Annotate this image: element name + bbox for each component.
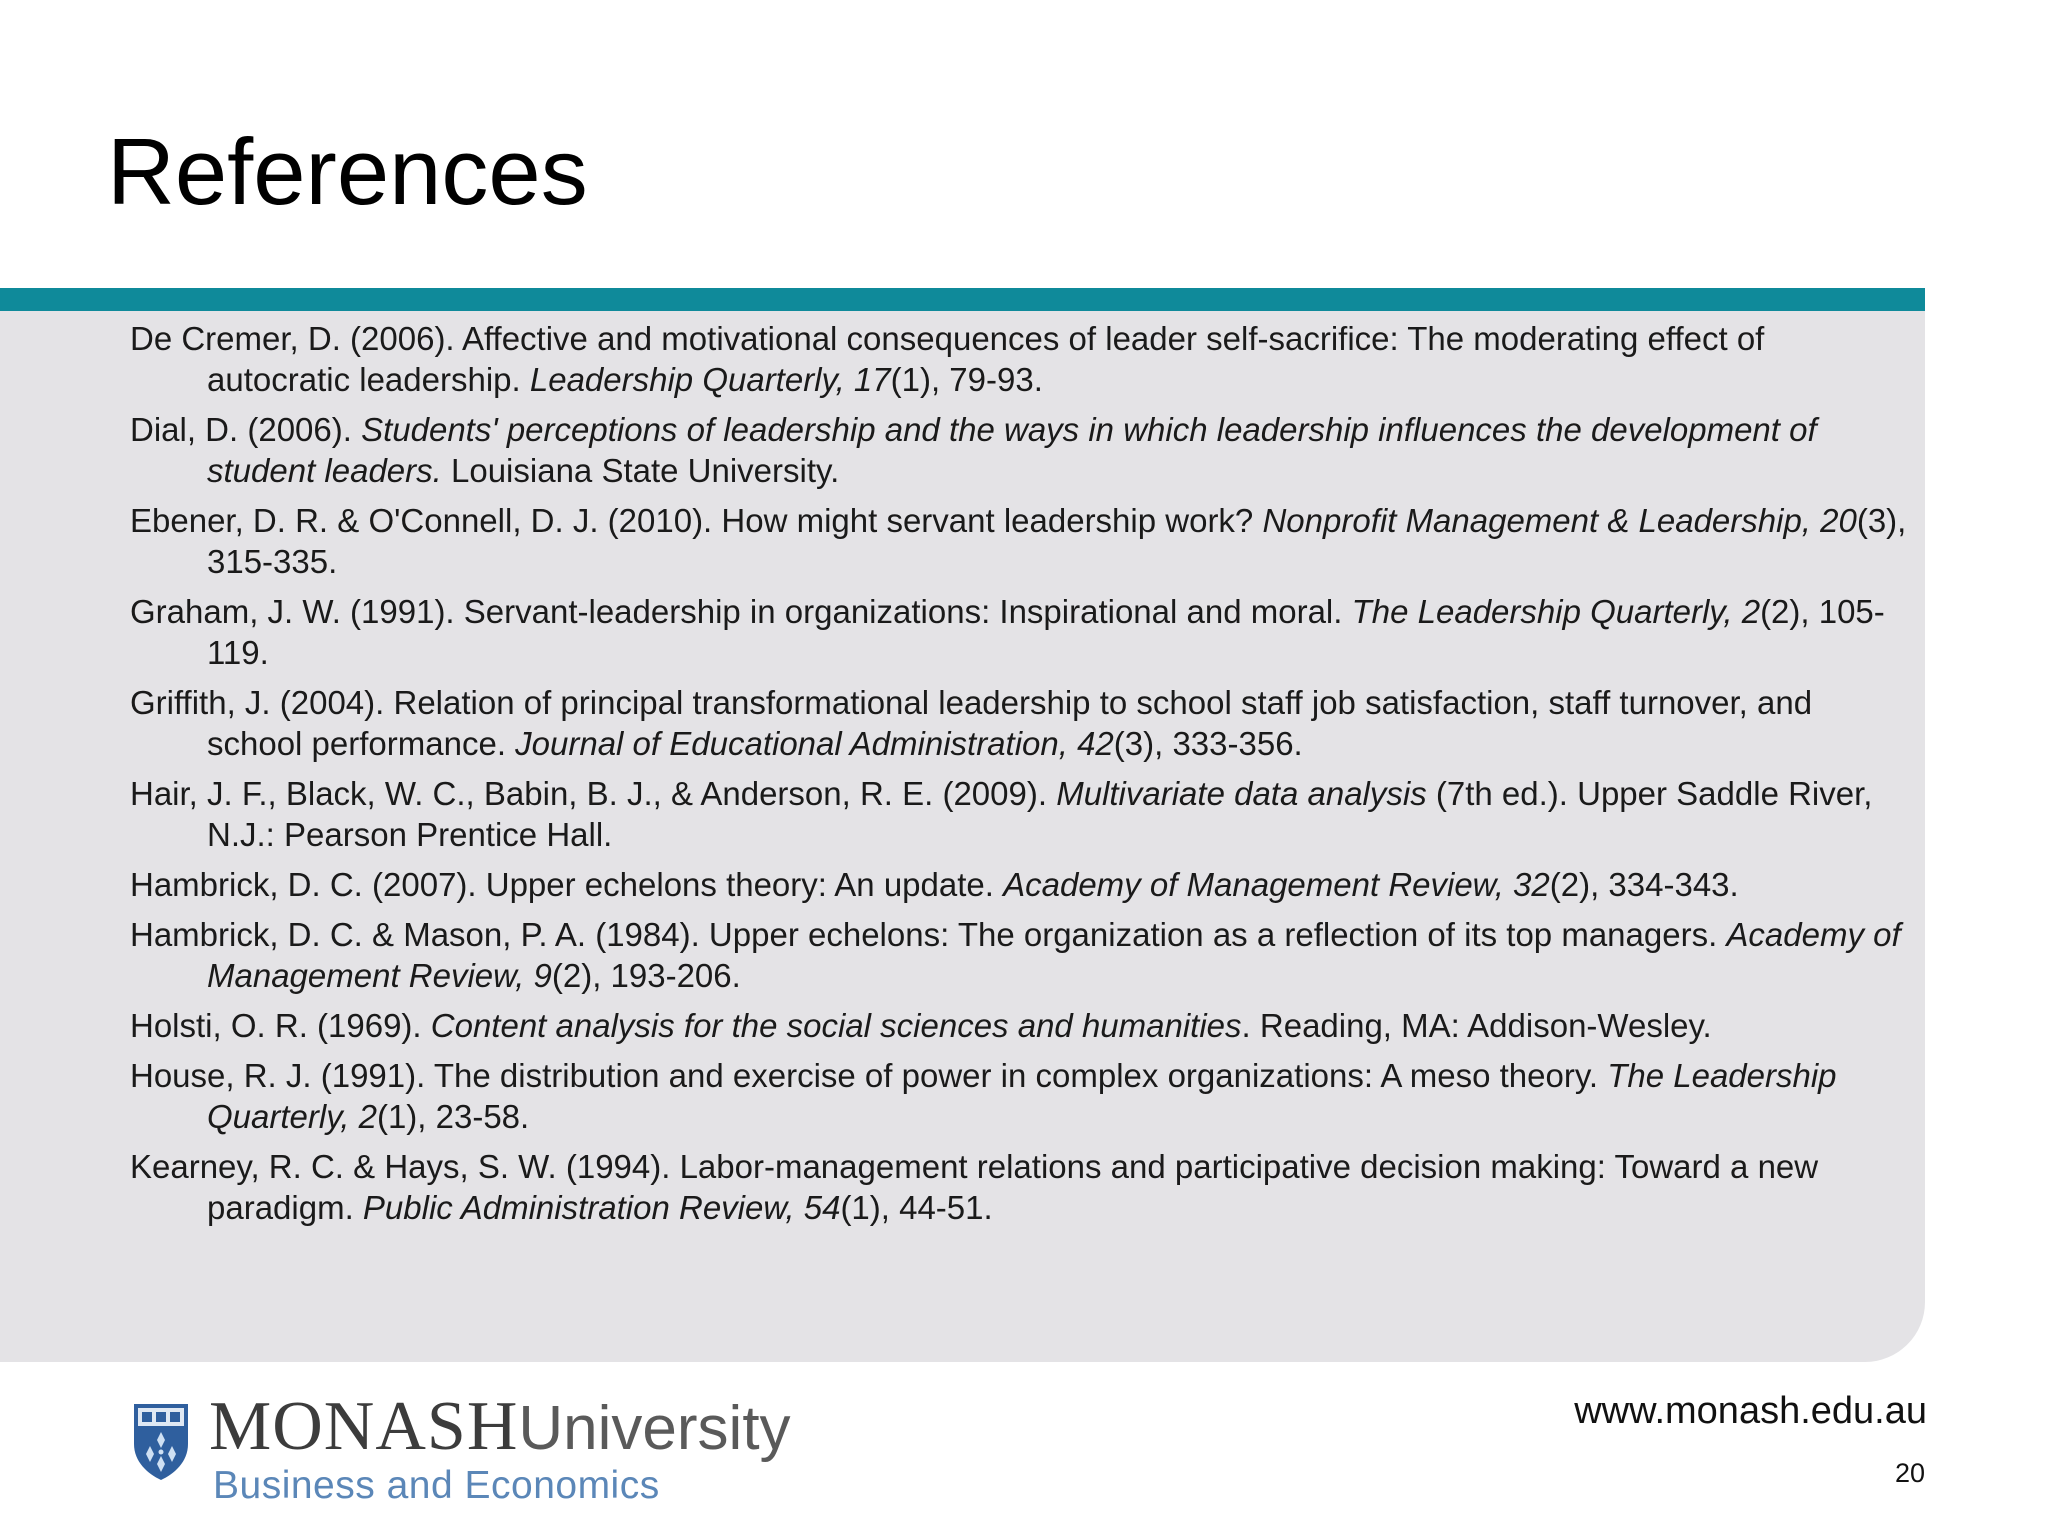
reference-details: (2), 193-206. <box>551 957 741 994</box>
reference-source: Academy of Management Review, 9 <box>207 916 1901 994</box>
university-name <box>209 1388 791 1465</box>
reference-text: Graham, J. W. (1991). Servant-leadership in organizations: Inspirational and moral. <box>130 593 1352 630</box>
reference-text: Holsti, O. R. (1969). <box>130 1007 431 1044</box>
reference-details: (1), 79-93. <box>890 361 1043 398</box>
faculty-name: Business and Economics <box>213 1464 660 1507</box>
reference-source: Public Administration Review, 54 <box>362 1189 841 1226</box>
reference-text: Ebener, D. R. & O'Connell, D. J. (2010). How might servant leadership work? <box>130 502 1263 539</box>
reference-text: Dial, D. (2006). <box>130 411 362 448</box>
reference-details: (3), 315-335. <box>207 502 1907 580</box>
reference-item <box>130 914 1910 996</box>
reference-details: (3), 333-356. <box>1113 725 1303 762</box>
reference-source: Leadership Quarterly, 17 <box>529 361 891 398</box>
reference-item <box>130 682 1910 764</box>
reference-text: Griffith, J. (2004). Relation of principal transformational leadership to school staff job satisfaction, staff turnover, and school performance. <box>130 684 1813 762</box>
reference-details: (1), 44-51. <box>840 1189 993 1226</box>
reference-details: Louisiana State University. <box>441 452 840 489</box>
reference-item <box>130 500 1910 582</box>
reference-item <box>130 1055 1910 1137</box>
reference-source: The Leadership Quarterly, 2 <box>1351 593 1761 630</box>
reference-item <box>130 773 1910 855</box>
reference-text: Kearney, R. C. & Hays, S. W. (1994). Labor-management relations and participative decision making: Toward a new paradigm. <box>130 1148 1819 1226</box>
reference-item <box>130 1005 1910 1046</box>
reference-details: . Reading, MA: Addison-Wesley. <box>1241 1007 1712 1044</box>
reference-item <box>130 864 1910 905</box>
reference-details: (2), 334-343. <box>1549 866 1739 903</box>
reference-source: Nonprofit Management & Leadership, 20 <box>1262 502 1857 539</box>
reference-source: Students' perceptions of leadership and the ways in which leadership influences the development of student leaders. <box>207 411 1817 489</box>
website-url: www.monash.edu.au <box>1574 1390 1927 1432</box>
page-number: 20 <box>1894 1458 1925 1488</box>
reference-source: The Leadership Quarterly, 2 <box>207 1057 1837 1135</box>
reference-source: Journal of Educational Administration, 42 <box>515 725 1114 762</box>
reference-item <box>130 318 1910 400</box>
reference-details: (1), 23-58. <box>376 1098 530 1135</box>
reference-details: (2), 105-119. <box>207 593 1885 671</box>
reference-text: Hair, J. F., Black, W. C., Babin, B. J., & Anderson, R. E. (2009). <box>130 775 1057 812</box>
reference-text: De Cremer, D. (2006). Affective and motivational consequences of leader self-sacrifice: The moderating effect of autocratic leadership. <box>130 320 1765 398</box>
reference-item <box>130 1146 1910 1228</box>
reference-source: Multivariate data analysis <box>1056 775 1427 812</box>
reference-source: Content analysis for the social sciences and humanities <box>430 1007 1242 1044</box>
reference-item <box>130 409 1910 491</box>
reference-item <box>130 591 1910 673</box>
monash-logo <box>125 1388 805 1511</box>
reference-source: Academy of Management Review, 32 <box>1003 866 1550 903</box>
accent-bar <box>0 288 1925 311</box>
university-name-light: University <box>518 1394 791 1463</box>
page-title: References <box>107 119 588 224</box>
reference-text: Hambrick, D. C. (2007). Upper echelons theory: An update. <box>130 866 1004 903</box>
university-crest-icon <box>128 1400 194 1482</box>
reference-list <box>130 318 1910 1237</box>
reference-text: House, R. J. (1991). The distribution and exercise of power in complex organizations: A meso theory. <box>130 1057 1608 1094</box>
reference-text: Hambrick, D. C. & Mason, P. A. (1984). Upper echelons: The organization as a reflection of its top managers. <box>130 916 1727 953</box>
university-name-strong: MONASH <box>209 1388 519 1465</box>
reference-details: (7th ed.). Upper Saddle River, N.J.: Pearson Prentice Hall. <box>207 775 1873 853</box>
